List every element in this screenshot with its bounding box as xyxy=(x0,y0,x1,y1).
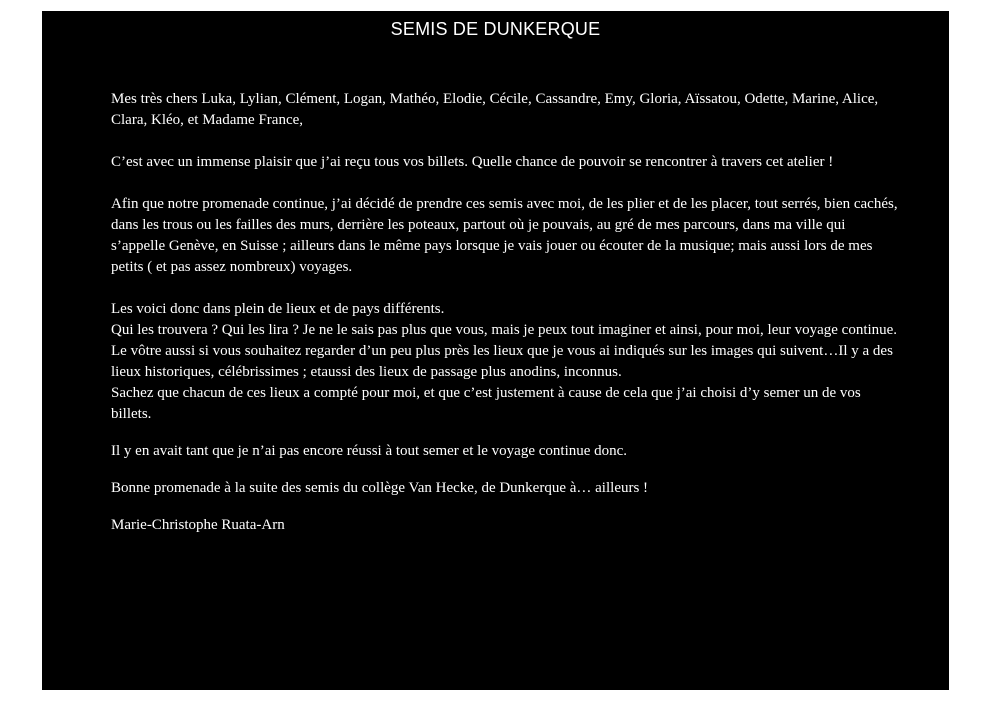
page-title: SEMIS DE DUNKERQUE xyxy=(390,19,601,39)
continue-paragraph: Il y en avait tant que je n’ai pas encore réussi à tout semer et le voyage continue donc. xyxy=(111,443,628,459)
greeting-paragraph: Mes très chers Luka, Lylian, Clément, Logan, Mathéo, Elodie, Cécile, Cassandre, Emy, Gloria, Aïssatou, Odette, Marine, Alice, Clara, Kléo, et Madame France, xyxy=(111,91,879,128)
question-paragraph: Qui les trouvera ? Qui les lira ? Je ne le sais pas plus que vous, mais je peux tout imaginer et ainsi, pour moi, leur voyage continue. Le vôtre aussi si vous souhaitez regarder d’un peu plus près les lieux que je vous ai indiqués sur les images qui suivent…Il y a des lieux historiques, célébrissimes ; etaussi des lieux de passage plus anodins, inconnus. xyxy=(111,322,898,380)
reason-paragraph: Sachez que chacun de ces lieux a compté pour moi, et que c’est justement à cause de cela que j’ai choisi d’y semer un de vos billets. xyxy=(111,385,861,422)
places-paragraph: Les voici donc dans plein de lieux et de pays différents. xyxy=(111,301,445,317)
slide-page xyxy=(42,11,949,690)
promenade-paragraph: Afin que notre promenade continue, j’ai décidé de prendre ces semis avec moi, de les plier et de les placer, tout serrés, bien cachés, dans les trous ou les failles des murs, derrière les poteaux, partout où je pouvais, au gré de mes parcours, dans ma ville qui s’appelle Genève, en Suisse ; ailleurs dans le même pays lorsque je vais jouer ou écouter de la musique; mais aussi lors de mes petits ( et pas assez nombreux) voyages. xyxy=(111,196,898,275)
intro-paragraph: C’est avec un immense plaisir que j’ai reçu tous vos billets. Quelle chance de pouvoir se rencontrer à travers cet atelier ! xyxy=(111,154,834,170)
farewell-paragraph: Bonne promenade à la suite des semis du collège Van Hecke, de Dunkerque à… ailleurs ! xyxy=(111,480,649,496)
letter-body xyxy=(111,89,901,557)
signature: Marie-Christophe Ruata-Arn xyxy=(111,517,285,533)
